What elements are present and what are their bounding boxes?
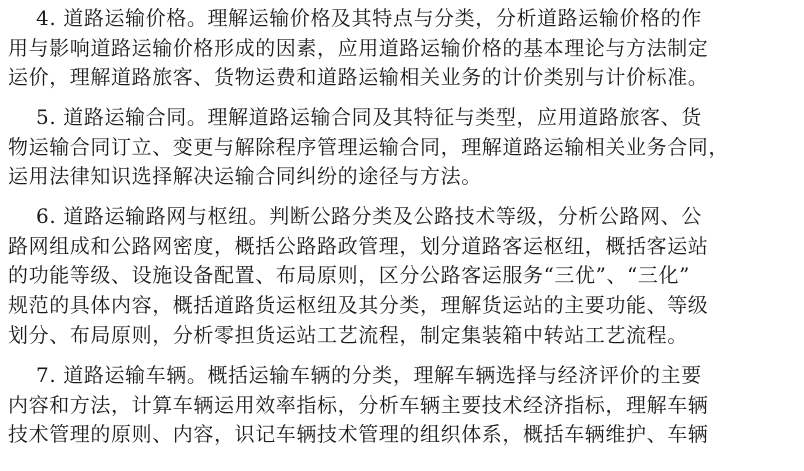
text-line: 规范的具体内容，概括道路货运枢纽及其分类，理解货运站的主要功能、等级 — [8, 293, 709, 317]
text-line: 6. 道路运输路网与枢纽。判断公路分类及公路技术等级，分析公路网、公 — [36, 204, 702, 228]
text-line: 技术管理的原则、内容，识记车辆技术管理的组织体系，概括车辆维护、车辆 — [8, 422, 709, 446]
text-line: 内容和方法，计算车辆运用效率指标，分析车辆主要技术经济指标，理解车辆 — [8, 393, 709, 417]
text-line: 划分、布局原则，分析零担货运站工艺流程，制定集装箱中转站工艺流程。 — [8, 323, 688, 347]
text-line: 运价，理解道路旅客、货物运费和道路运输相关业务的计价类别与计价标准。 — [8, 65, 709, 89]
text-line: 7. 道路运输车辆。概括运输车辆的分类，理解车辆选择与经济评价的主要 — [36, 363, 702, 387]
text-line: 物运输合同订立、变更与解除程序管理运输合同，理解道路运输相关业务合同， — [8, 135, 729, 159]
text-line: 4. 道路运输价格。理解运输价格及其特点与分类，分析道路运输价格的作 — [36, 6, 702, 30]
text-line: 5. 道路运输合同。理解道路运输合同及其特征与类型，应用道路旅客、货 — [36, 105, 702, 129]
text-line: 路网组成和公路网密度，概括公路路政管理，划分道路客运枢纽，概括客运站 — [8, 234, 709, 258]
text-line: 运用法律知识选择解决运输合同纠纷的途径与方法。 — [8, 164, 482, 188]
text-line: 用与影响道路运输价格形成的因素，应用道路运输价格的基本理论与方法制定 — [8, 36, 709, 60]
text-line: 的功能等级、设施设备配置、布局原则，区分公路客运服务“三优”、“三化” — [8, 263, 690, 287]
